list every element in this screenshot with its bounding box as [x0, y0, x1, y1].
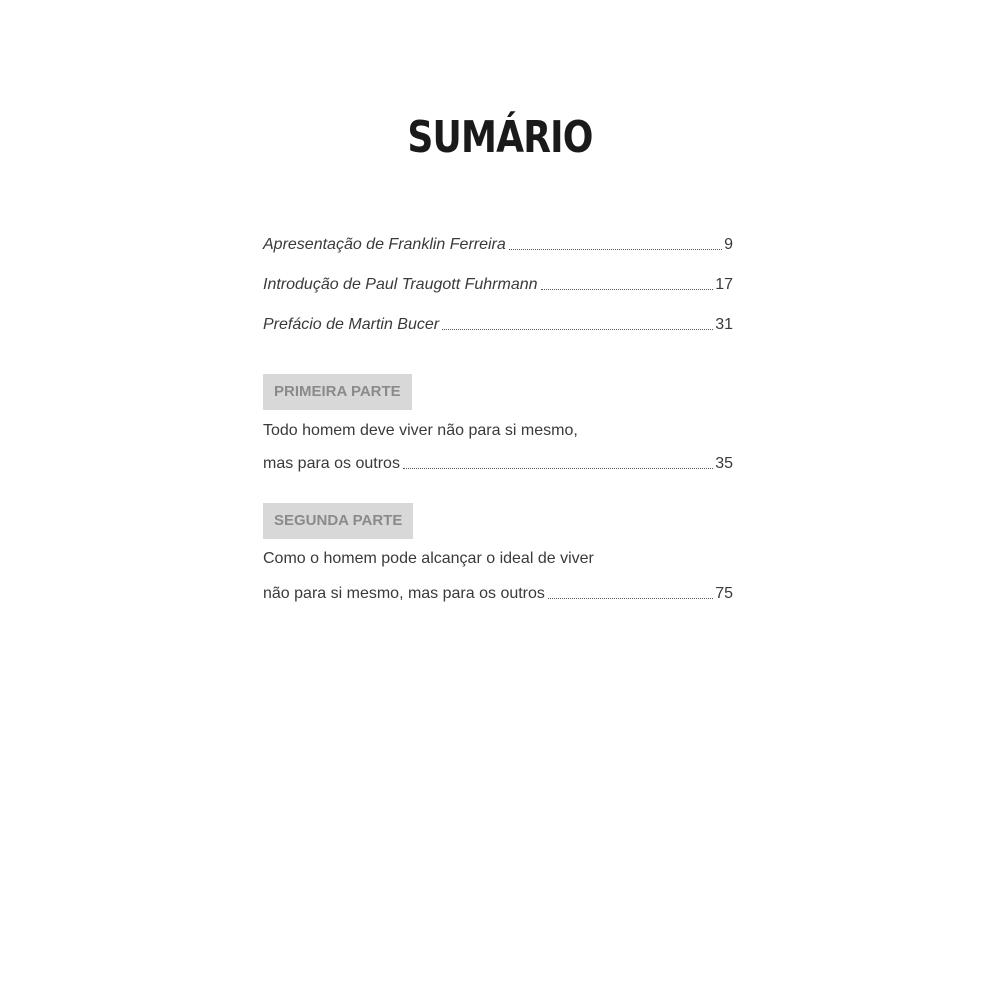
part-title-line: Todo homem deve viver não para si mesmo,	[263, 422, 578, 439]
toc-entry-label: Apresentação de Franklin Ferreira	[263, 236, 506, 253]
toc-entry-page: 75	[715, 585, 733, 602]
toc-entry-page: 35	[715, 455, 733, 472]
part-label-primeira: PRIMEIRA PARTE	[263, 374, 412, 410]
dot-leader	[509, 249, 722, 250]
toc-entry-label: Introdução de Paul Traugott Fuhrmann	[263, 276, 538, 293]
dot-leader	[548, 598, 713, 599]
toc-entry-label: não para si mesmo, mas para os outros	[263, 585, 545, 602]
dot-leader	[403, 468, 713, 469]
toc-entry-segunda-parte[interactable]	[263, 579, 733, 603]
toc-entry-prefacio[interactable]	[263, 310, 733, 334]
dot-leader	[541, 289, 714, 290]
part-label-segunda: SEGUNDA PARTE	[263, 503, 413, 539]
dot-leader	[442, 329, 713, 330]
page-title: SUMÁRIO	[407, 112, 593, 163]
toc-entry-page: 31	[715, 316, 733, 333]
part-title-line: Como o homem pode alcançar o ideal de viver	[263, 550, 594, 567]
toc-entry-page: 9	[724, 236, 733, 253]
toc-entry-primeira-parte[interactable]	[263, 449, 733, 473]
toc-entry-label: mas para os outros	[263, 455, 400, 472]
toc-entry-label: Prefácio de Martin Bucer	[263, 316, 440, 333]
toc-entry-introducao[interactable]	[263, 270, 733, 294]
toc-entry-apresentacao[interactable]	[263, 230, 733, 254]
toc-entry-page: 17	[715, 276, 733, 293]
